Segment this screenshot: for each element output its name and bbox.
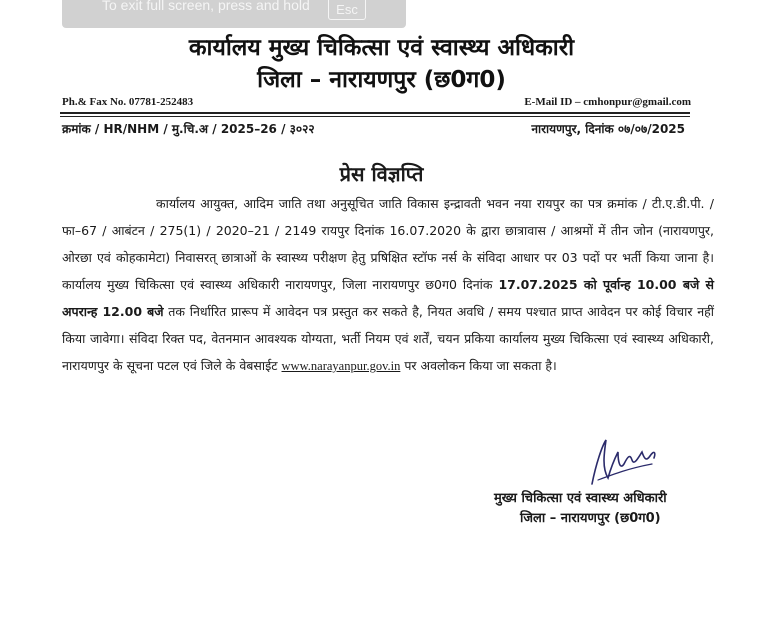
signatory-designation: मुख्य चिकित्सा एवं स्वास्थ्य अधिकारी <box>494 491 667 506</box>
office-title: कार्यालय मुख्य चिकित्सा एवं स्वास्थ्य अधिकारी <box>188 35 575 61</box>
phone-fax: Ph.& Fax No. 07781-252483 <box>62 96 194 108</box>
header-rule-thick <box>60 112 690 114</box>
signatory-district: जिला – नारायणपुर (छ0ग0) <box>520 511 661 526</box>
notice-heading: प्रेस विज्ञप्ति <box>339 162 424 186</box>
handwritten-signature <box>584 434 664 490</box>
esc-key-badge: Esc <box>328 0 366 20</box>
website-link[interactable]: www.narayanpur.gov.in <box>281 359 401 373</box>
body-text-part3: पर अवलोकन किया जा सकता है। <box>400 358 557 373</box>
header-rule-thin <box>60 116 690 117</box>
reference-number: क्रमांक / HR/NHM / मु.चि.अ / 2025–26 / ३०२२ <box>62 122 315 136</box>
email-id: E-Mail ID – cmhonpur@gmail.com <box>524 96 691 108</box>
notice-body <box>62 190 714 380</box>
district-subtitle: जिला – नारायणपुर (छ0ग0) <box>257 67 506 93</box>
place-date: नारायणपुर, दिनांक ०७/०७/2025 <box>531 122 685 136</box>
fullscreen-hint-text: To exit full screen, press and hold <box>102 0 310 13</box>
body-text-part1: कार्यालय आयुक्त, आदिम जाति तथा अनुसूचित जाति विकास इन्द्रावती भवन नया रायपुर का पत्र क्रमांक / टी.ए.डी.पी. / फा–67 / आबंटन / 275(1) / 2020–21 / 2149 रायपुर दिनांक 16.07.2020 के द्वारा छात्रावास / आश्रमों में तीन जोन (नारायणपुर, ओरछा एवं कोहकामेटा) निवासरत् छात्राओं के स्वास्थ्य परीक्षण हेतु प्रषिक्षित स्टॉफ नर्स के संविदा आधार पर 03 पदों पर भर्ती किया जाना है। कार्यालय मुख्य चिकित्सा एवं स्वास्थ्य अधिकारी नारायणपुर, जिला नारायणपुर छ0ग0 दिनांक <box>62 196 714 292</box>
body-text-part2: तक निर्धारित प्रारूप में आवेदन पत्र प्रस्तुत कर सकते है, नियत अवधि / समय पश्चात प्राप्त आवेदन पर कोई विचार नहीं किया जावेगा। संविदा रिक्त पद, वेतनमान आवश्यक योग्यता, भर्ती नियम एवं शर्तें, चयन प्रकिया कार्यालय मुख्य चिकित्सा एवं स्वास्थ्य अधिकारी, नारायणपुर के सूचना पटल एवं जिले के वेबसाईट <box>62 304 715 373</box>
fullscreen-exit-hint <box>62 0 406 28</box>
body-text-bold-timing: 17.07.2025 को पूर्वान्ह 10.00 बजे से अपरान्ह 12.00 बजे <box>62 277 714 319</box>
